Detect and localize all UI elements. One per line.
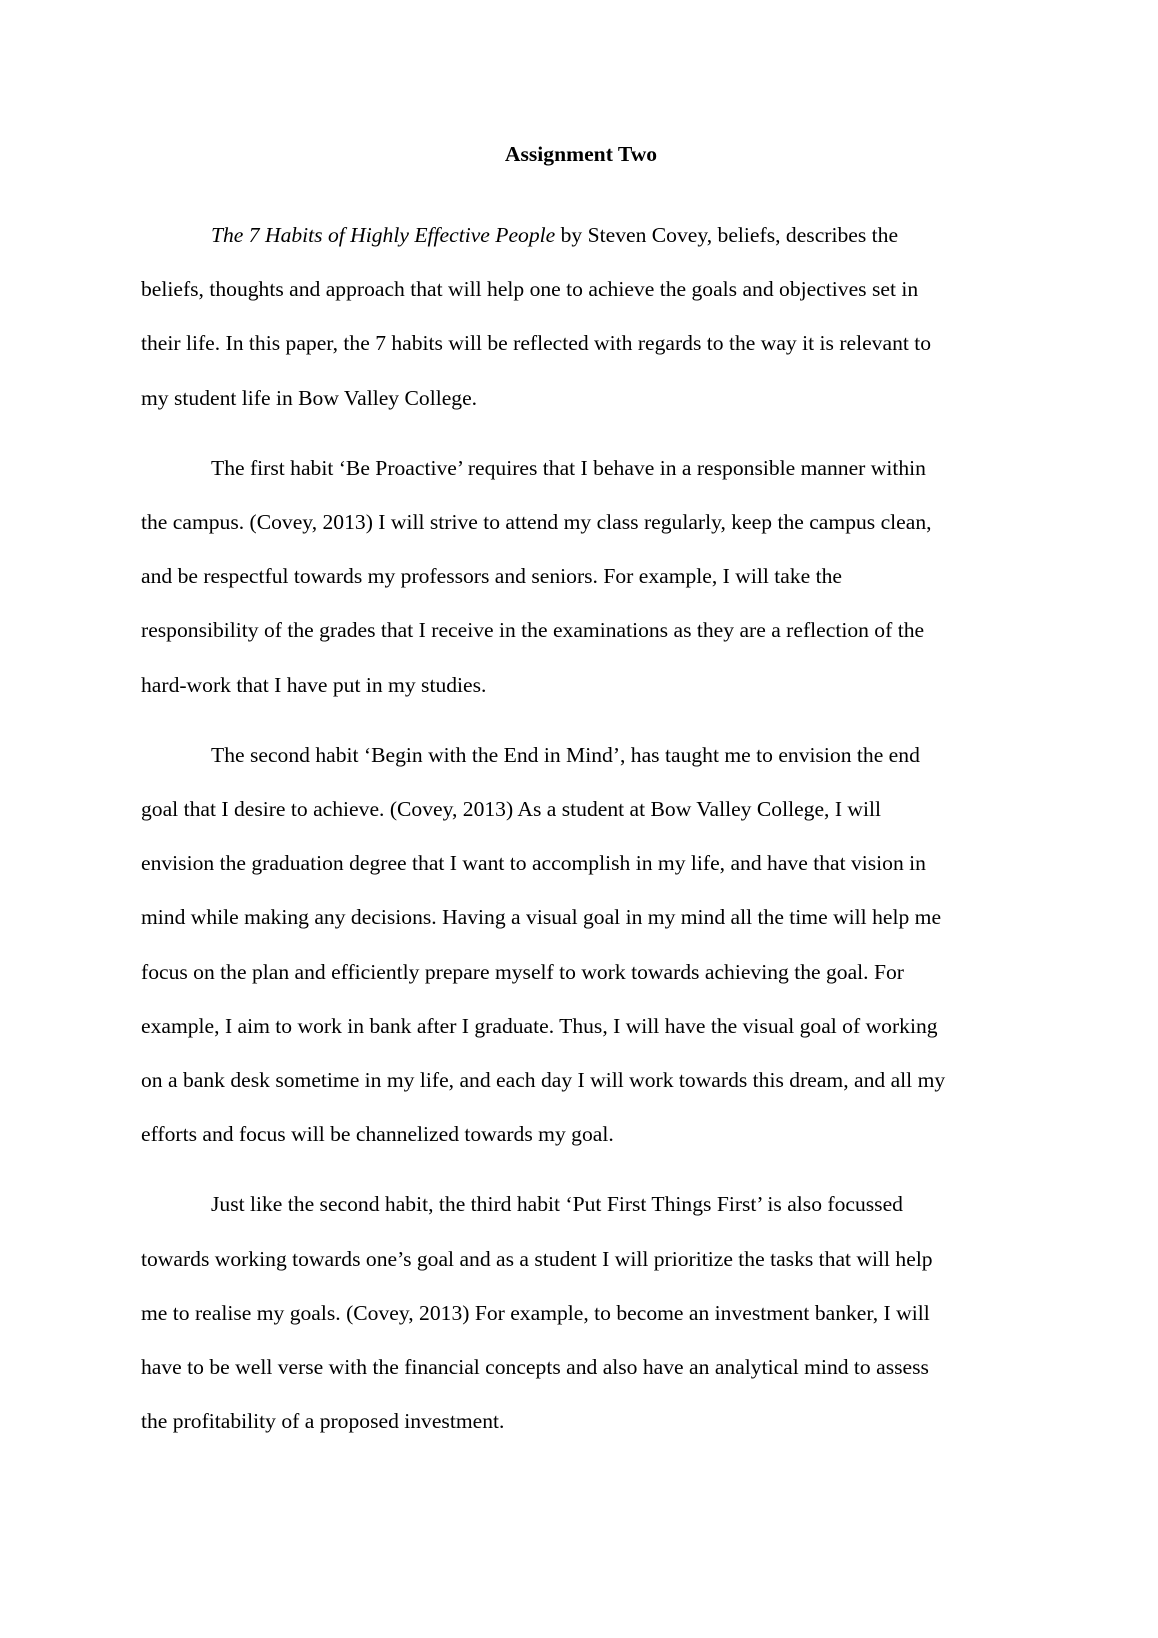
- paragraph-line: [141, 208, 1021, 262]
- paragraph-line: focus on the plan and efficiently prepare myself to work towards achieving the goal. For: [141, 959, 904, 984]
- line-text: by Steven Covey, beliefs, describes the: [555, 223, 899, 247]
- paragraph-2: [141, 441, 1021, 712]
- paragraph-line: beliefs, thoughts and approach that will help one to achieve the goals and objectives set in: [141, 277, 919, 302]
- paragraph-line: example, I aim to work in bank after I graduate. Thus, I will have the visual goal of working: [141, 1013, 938, 1038]
- document-body: [141, 136, 1021, 1464]
- paragraph-line: me to realise my goals. (Covey, 2013) For example, to become an investment banker, I will: [141, 1300, 930, 1325]
- document-title: Assignment Two: [504, 142, 658, 166]
- paragraph-line: responsibility of the grades that I receive in the examinations as they are a reflection of the: [141, 618, 925, 643]
- paragraph-line: towards working towards one’s goal and as a student I will prioritize the tasks that will help: [141, 1246, 933, 1271]
- paragraph-line: The second habit ‘Begin with the End in Mind’, has taught me to envision the end: [211, 742, 920, 767]
- paragraph-3: [141, 728, 1021, 1162]
- paragraph-line: mind while making any decisions. Having a visual goal in my mind all the time will help me: [141, 905, 942, 930]
- paragraph-line: have to be well verse with the financial concepts and also have an analytical mind to assess: [141, 1355, 929, 1380]
- paragraph-line: on a bank desk sometime in my life, and each day I will work towards this dream, and all my: [141, 1068, 946, 1093]
- paragraph-1: [141, 208, 1021, 425]
- paragraph-line: The first habit ‘Be Proactive’ requires that I behave in a responsible manner within: [211, 455, 926, 480]
- paragraph-line: the profitability of a proposed investment.: [141, 1409, 505, 1434]
- book-title-italic: The 7 Habits of Highly Effective People: [211, 223, 556, 247]
- paragraph-line: efforts and focus will be channelized towards my goal.: [141, 1122, 614, 1147]
- paragraph-line: the campus. (Covey, 2013) I will strive to attend my class regularly, keep the campus clean,: [141, 510, 932, 535]
- paragraph-line: envision the graduation degree that I want to accomplish in my life, and have that vision in: [141, 851, 926, 876]
- paragraph-line: goal that I desire to achieve. (Covey, 2013) As a student at Bow Valley College, I will: [141, 797, 882, 822]
- paragraph-line: Just like the second habit, the third habit ‘Put First Things First’ is also focussed: [211, 1192, 903, 1217]
- paragraph-line: their life. In this paper, the 7 habits will be reflected with regards to the way it is relevant to: [141, 331, 932, 356]
- paragraph-line: and be respectful towards my professors and seniors. For example, I will take the: [141, 564, 843, 589]
- paragraph-4: [141, 1177, 1021, 1448]
- paragraph-line: hard-work that I have put in my studies.: [141, 672, 487, 697]
- paragraph-line: my student life in Bow Valley College.: [141, 385, 478, 410]
